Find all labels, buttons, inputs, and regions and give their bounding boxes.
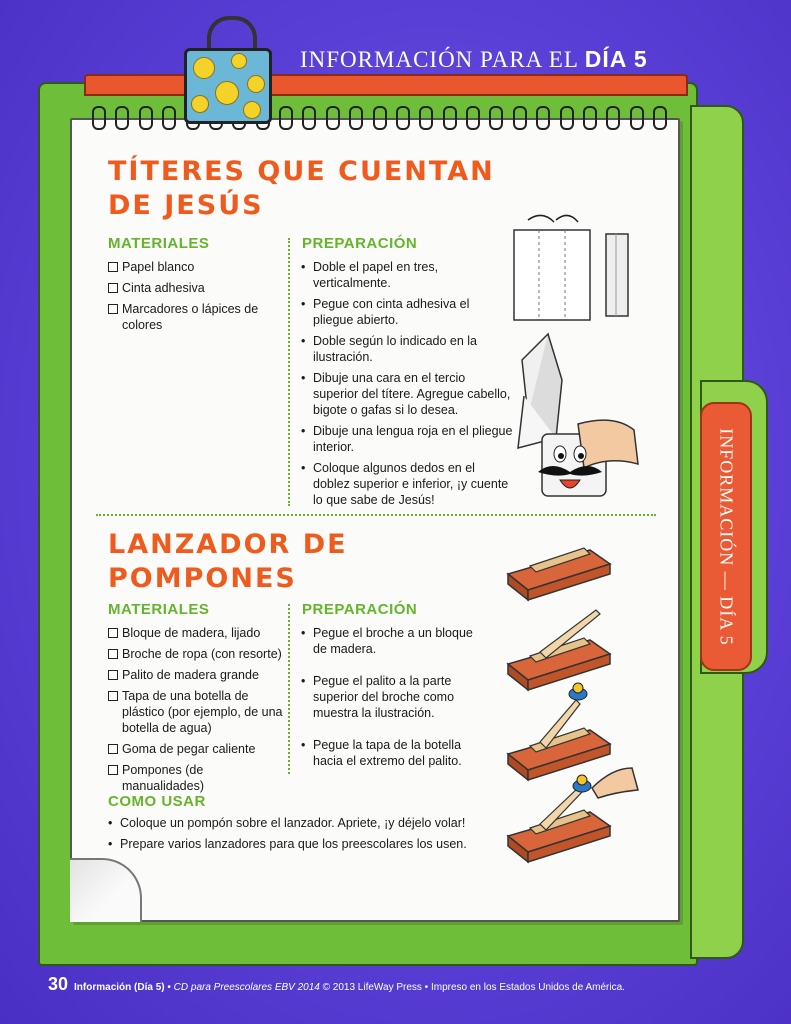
spiral-ring (373, 106, 387, 130)
spiral-ring (396, 106, 410, 130)
section1-title-line1: TÍTERES QUE CUENTAN (108, 156, 495, 187)
header-day: DÍA 5 (584, 46, 648, 72)
section1-preparation-heading: PREPARACIÓN (302, 235, 418, 252)
section1-materials-list (108, 259, 278, 338)
section2-materials-heading: MATERIALES (108, 601, 210, 618)
usage-heading: COMO USAR (108, 793, 206, 810)
material-item: Goma de pegar caliente (108, 741, 284, 757)
section2-preparation-list (301, 625, 481, 785)
usage-item: • Coloque un pompón sobre el lanzador. Apriete, ¡y déjelo volar! (108, 815, 488, 831)
spiral-ring (606, 106, 620, 130)
spiral-ring (489, 106, 503, 130)
spiral-ring (139, 106, 153, 130)
material-item: Palito de madera grande (108, 667, 284, 683)
spiral-ring (443, 106, 457, 130)
section1-title-line2: DE JESÚS (108, 190, 264, 221)
folder-red-edge (84, 74, 688, 96)
section1-materials-heading: MATERIALES (108, 235, 210, 252)
footer-printed: Impreso en los Estados Unidos de América. (430, 982, 625, 993)
spiral-ring (115, 106, 129, 130)
section2-materials-list (108, 625, 284, 799)
preparation-step: • Pegue la tapa de la botella hacia el extremo del palito. (301, 737, 481, 769)
footer-copyright: © 2013 LifeWay Press (322, 982, 422, 993)
spiral-ring (513, 106, 527, 130)
spiral-ring (326, 106, 340, 130)
side-tab-label (700, 402, 752, 671)
spiral-ring (560, 106, 574, 130)
preparation-step: • Pegue con cinta adhesiva el pliegue abierto. (301, 296, 513, 328)
spiral-ring (653, 106, 667, 130)
spiral-ring (349, 106, 363, 130)
preparation-step: • Doble según lo indicado en la ilustración. (301, 333, 513, 365)
page-header (300, 46, 700, 73)
section1-preparation-list (301, 259, 513, 513)
preparation-step: • Dibuje una lengua roja en el pliegue interior. (301, 423, 513, 455)
section2-preparation-heading: PREPARACIÓN (302, 601, 418, 618)
footer-section: Información (Día 5) (74, 982, 165, 993)
preparation-step: • Coloque algunos dedos en el doblez superior e inferior, ¡y cuente lo que sabe de Jesús! (301, 460, 513, 508)
header-prefix: INFORMACIÓN PARA EL (300, 47, 579, 72)
preparation-step: • Pegue el palito a la parte superior del broche como muestra la ilustración. (301, 673, 481, 721)
page-number: 30 (48, 974, 69, 994)
section1-title (108, 155, 495, 223)
spiral-ring (583, 106, 597, 130)
material-item: Tapa de una botella de plástico (por ejemplo, de una botella de agua) (108, 688, 284, 736)
spiral-ring (279, 106, 293, 130)
spiral-ring (92, 106, 106, 130)
spiral-ring (466, 106, 480, 130)
side-tab-text: INFORMACIÓN — DÍA 5 (716, 427, 737, 646)
section2-title (108, 528, 348, 596)
section2-title-line2: POMPONES (108, 563, 297, 594)
usage-item: • Prepare varios lanzadores para que los preescolares los usen. (108, 836, 488, 852)
material-item: Broche de ropa (con resorte) (108, 646, 284, 662)
preparation-step: • Doble el papel en tres, verticalmente. (301, 259, 513, 291)
material-item: Bloque de madera, lijado (108, 625, 284, 641)
material-item: Cinta adhesiva (108, 280, 278, 296)
material-item: Marcadores o lápices de colores (108, 301, 278, 333)
preparation-step: • Dibuje una cara en el tercio superior del títere. Agregue cabello, bigote o gafas si lo desea. (301, 370, 513, 418)
spiral-ring (162, 106, 176, 130)
spiral-ring (630, 106, 644, 130)
binder-clip-icon (184, 48, 272, 124)
spiral-ring (419, 106, 433, 130)
preparation-step: • Pegue el broche a un bloque de madera. (301, 625, 481, 657)
section2-title-line1: LANZADOR DE (108, 529, 348, 560)
spiral-rings (92, 106, 667, 132)
spiral-ring (302, 106, 316, 130)
column-divider-2 (288, 604, 290, 774)
usage-list (108, 815, 488, 857)
spiral-ring (536, 106, 550, 130)
launcher-illustration (500, 516, 650, 876)
material-item: Papel blanco (108, 259, 278, 275)
puppet-illustration (508, 210, 648, 510)
footer: 30 Información (Día 5) • CD para Preescolares EBV 2014 © 2013 LifeWay Press • Impreso en los Estados Unidos de América. (48, 974, 625, 994)
material-item: Pompones (de manualidades) (108, 762, 284, 794)
column-divider (288, 238, 290, 506)
footer-product: CD para Preescolares EBV 2014 (173, 982, 320, 993)
